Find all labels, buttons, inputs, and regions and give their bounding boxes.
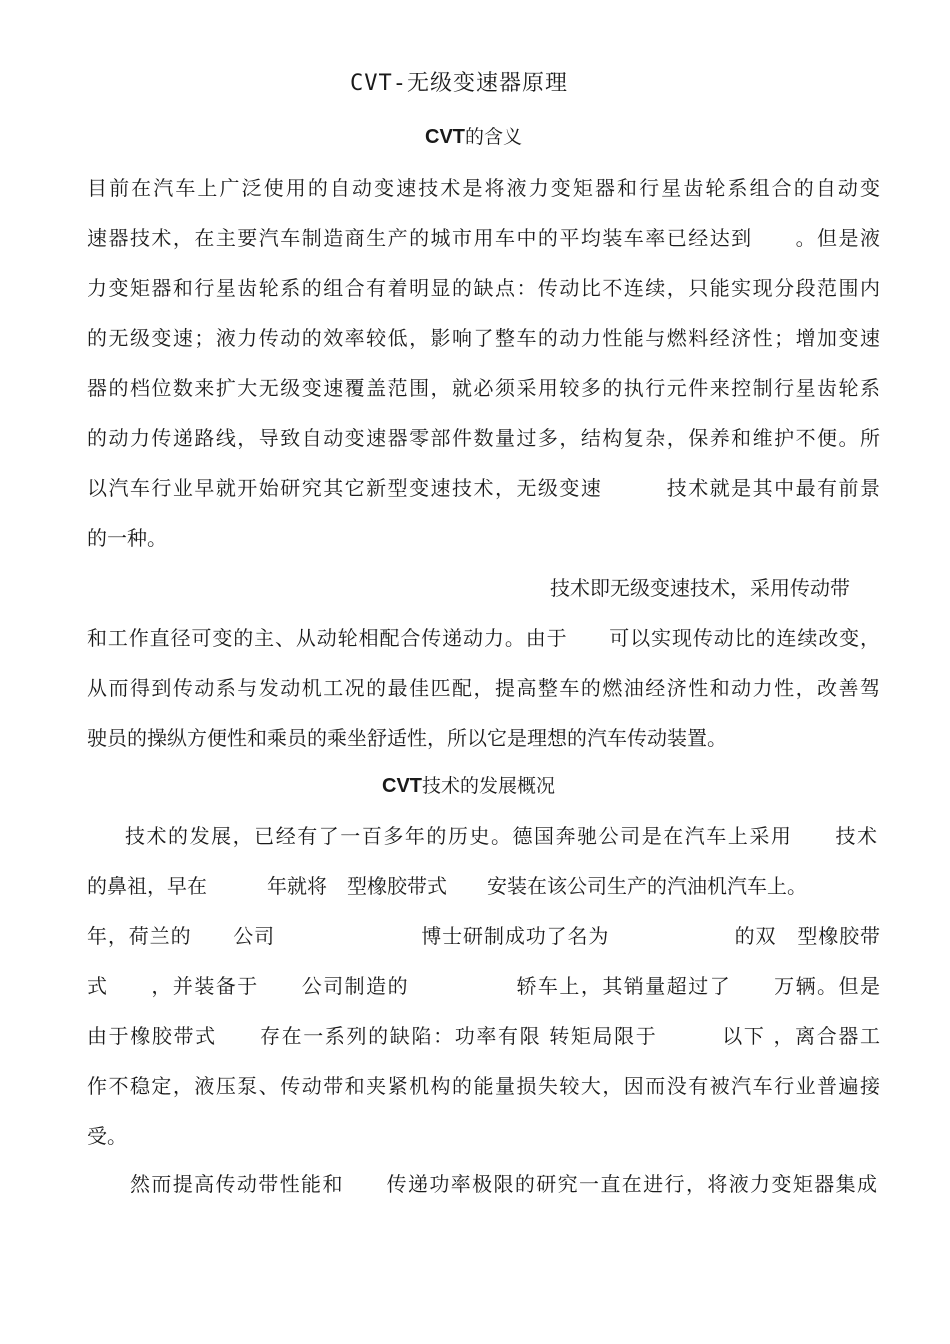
section-heading-latin: CVT [382, 775, 422, 797]
paragraph-line: 受。 [87, 1124, 127, 1148]
paragraph-line: 年，荷兰的 公司 博士研制成功了名为 的双 型橡胶带 [87, 924, 880, 948]
paragraph-line: 的无级变速；液力传动的效率较低，影响了整车的动力性能与燃料经济性；增加变速 [87, 326, 880, 350]
section-heading-cvt-development [382, 771, 555, 798]
paragraph-line: 力变矩器和行星齿轮系的组合有着明显的缺点：传动比不连续，只能实现分段范围内 [87, 276, 880, 300]
paragraph-line: 从而得到传动系与发动机工况的最佳匹配，提高整车的燃油经济性和动力性，改善驾 [87, 676, 880, 700]
paragraph-line: 以汽车行业早就开始研究其它新型变速技术，无级变速 技术就是其中最有前景 [87, 476, 880, 500]
paragraph-line: 和工作直径可变的主、从动轮相配合传递动力。由于 可以实现传动比的连续改变， [87, 626, 880, 650]
paragraph-line: 驶员的操纵方便性和乘员的乘坐舒适性，所以它是理想的汽车传动装置。 [87, 726, 727, 750]
section-heading-latin: CVT [425, 126, 465, 148]
paragraph-line: 目前在汽车上广泛使用的自动变速技术是将液力变矩器和行星齿轮系组合的自动变 [87, 176, 880, 200]
section-heading-text: 的含义 [465, 126, 523, 148]
paragraph-line: 由于橡胶带式 存在一系列的缺陷：功率有限 转矩局限于 以下 ，离合器工 [87, 1024, 880, 1048]
paragraph-line: 技术即无级变速技术，采用传动带 [550, 576, 850, 600]
paragraph-line: 的鼻祖，早在 年就将 型橡胶带式 安装在该公司生产的汽油机汽车上。 [87, 874, 807, 898]
paragraph-line: 然而提高传动带性能和 传递功率极限的研究一直在进行，将液力变矩器集成 [130, 1172, 877, 1196]
paragraph-line: 技术的发展，已经有了一百多年的历史。德国奔驰公司是在汽车上采用 技术 [125, 824, 877, 848]
page-title: CVT-无级变速器原理 [350, 71, 568, 96]
paragraph-line: 作不稳定，液压泵、传动带和夹紧机构的能量损失较大，因而没有被汽车行业普遍接 [87, 1074, 880, 1098]
paragraph-line: 速器技术，在主要汽车制造商生产的城市用车中的平均装车率已经达到 。但是液 [87, 226, 880, 250]
section-heading-text: 技术的发展概况 [422, 775, 556, 797]
paragraph-line: 器的档位数来扩大无级变速覆盖范围，就必须采用较多的执行元件来控制行星齿轮系 [87, 376, 880, 400]
paragraph-line: 的一种。 [87, 526, 167, 550]
section-heading-cvt-meaning [425, 122, 522, 149]
paragraph-line: 式 ，并装备于 公司制造的 轿车上，其销量超过了 万辆。但是 [87, 974, 880, 998]
paragraph-line: 的动力传递路线，导致自动变速器零部件数量过多，结构复杂，保养和维护不便。所 [87, 426, 880, 450]
